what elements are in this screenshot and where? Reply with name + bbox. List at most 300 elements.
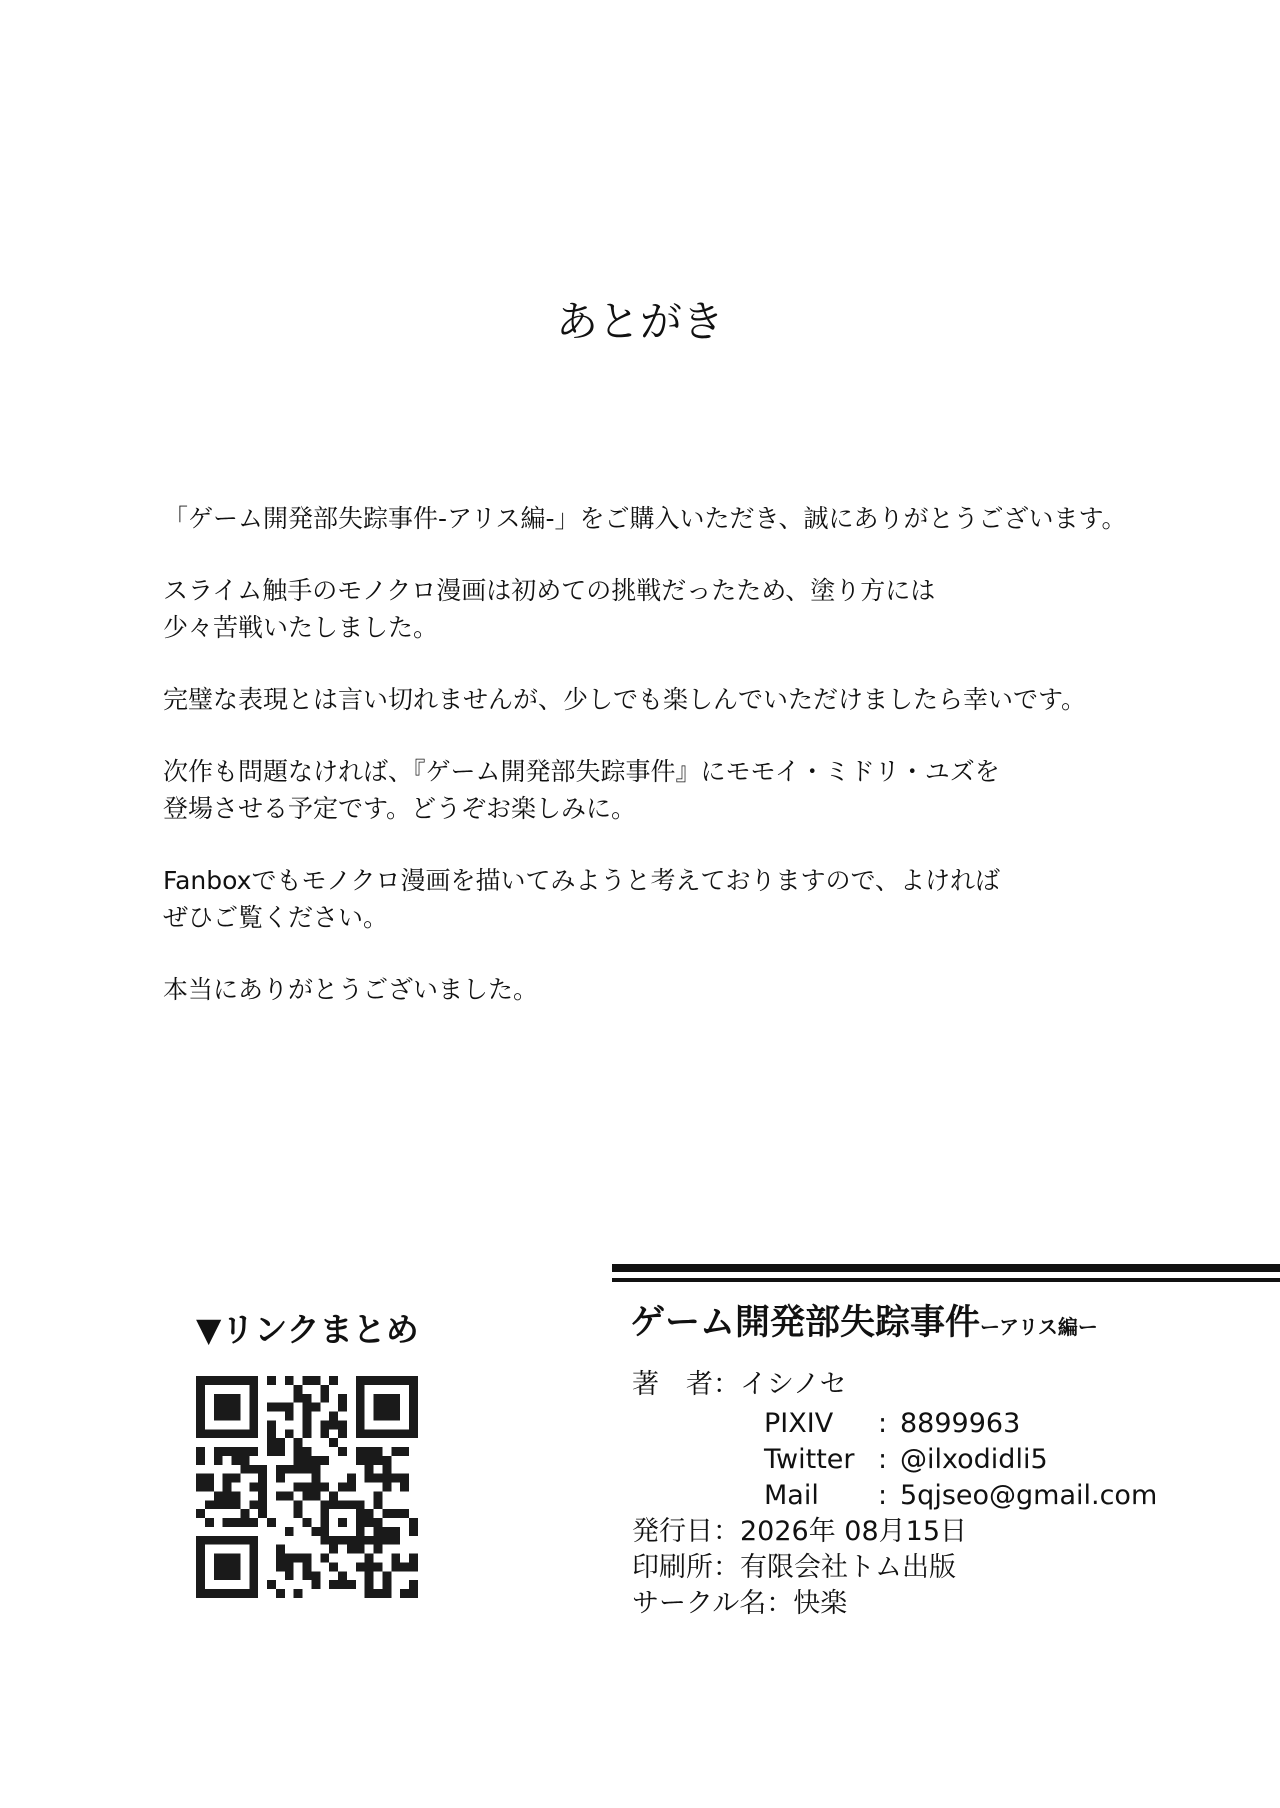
contact-separator: : (878, 1480, 888, 1511)
qr-module (223, 1412, 232, 1421)
qr-module (391, 1536, 400, 1545)
qr-module (232, 1447, 241, 1456)
book-title-sub: ーアリス編ー (980, 1315, 1098, 1339)
qr-module (338, 1429, 347, 1438)
qr-module (320, 1554, 329, 1563)
qr-module (294, 1447, 303, 1456)
qr-module (303, 1562, 312, 1571)
qr-module (320, 1456, 329, 1465)
qr-module (329, 1491, 338, 1500)
qr-module (249, 1394, 258, 1403)
qr-module (232, 1562, 241, 1571)
qr-module (205, 1483, 214, 1492)
qr-module (294, 1456, 303, 1465)
qr-module (356, 1403, 365, 1412)
circle-separator: ： (766, 1588, 794, 1619)
qr-module (391, 1474, 400, 1483)
qr-module (249, 1545, 258, 1554)
book-title-main: ゲーム開発部失踪事件 (630, 1303, 981, 1343)
qr-module (409, 1420, 418, 1429)
qr-module (329, 1376, 338, 1385)
qr-module (409, 1403, 418, 1412)
printer-label: 印刷所 (632, 1552, 713, 1583)
qr-module (223, 1518, 232, 1527)
qr-module (267, 1376, 276, 1385)
qr-module (276, 1562, 285, 1571)
qr-module (223, 1554, 232, 1563)
qr-module (214, 1500, 223, 1509)
qr-module (267, 1580, 276, 1589)
qr-module (214, 1491, 223, 1500)
qr-module (276, 1465, 285, 1474)
qr-module (240, 1589, 249, 1598)
qr-module (196, 1385, 205, 1394)
qr-module (311, 1483, 320, 1492)
qr-module (311, 1456, 320, 1465)
qr-module (196, 1403, 205, 1412)
qr-module (320, 1429, 329, 1438)
circle-row (632, 1586, 847, 1622)
qr-module (320, 1420, 329, 1429)
qr-module (249, 1403, 258, 1412)
qr-module (409, 1376, 418, 1385)
qr-module (214, 1447, 223, 1456)
qr-module (365, 1456, 374, 1465)
author-separator: ： (713, 1369, 740, 1400)
qr-module (365, 1589, 374, 1598)
author-value: イシノセ (740, 1369, 847, 1400)
qr-module (382, 1483, 391, 1492)
qr-module (249, 1420, 258, 1429)
afterword-paragraph (163, 572, 1263, 646)
circle-value: 快楽 (793, 1588, 848, 1619)
qr-module (338, 1518, 347, 1527)
qr-module (214, 1562, 223, 1571)
qr-module (382, 1580, 391, 1589)
qr-module (267, 1429, 276, 1438)
qr-module (276, 1554, 285, 1563)
qr-module (303, 1429, 312, 1438)
qr-module (232, 1554, 241, 1563)
qr-module (285, 1465, 294, 1474)
qr-module (382, 1536, 391, 1545)
qr-module (294, 1483, 303, 1492)
afterword-line: 「ゲーム開発部失踪事件-アリス編-」をご購入いただき、誠にありがとうございます。 (163, 504, 1127, 533)
qr-module (365, 1429, 374, 1438)
qr-module (320, 1527, 329, 1536)
afterword-paragraph (163, 971, 1263, 1008)
qr-module (356, 1562, 365, 1571)
afterword-body (163, 500, 1263, 1043)
qr-module (365, 1465, 374, 1474)
qr-module (311, 1403, 320, 1412)
qr-module (365, 1580, 374, 1589)
contact-value: 8899963 (900, 1408, 1021, 1439)
qr-module (320, 1518, 329, 1527)
qr-module (249, 1562, 258, 1571)
contact-separator: : (878, 1408, 888, 1439)
qr-module (356, 1447, 365, 1456)
qr-module (311, 1571, 320, 1580)
qr-module (303, 1483, 312, 1492)
qr-module (311, 1465, 320, 1474)
qr-module (329, 1420, 338, 1429)
qr-module (232, 1500, 241, 1509)
qr-module (196, 1483, 205, 1492)
qr-module (196, 1509, 205, 1518)
qr-module (223, 1491, 232, 1500)
qr-module (276, 1589, 285, 1598)
qr-module (347, 1545, 356, 1554)
qr-module (365, 1562, 374, 1571)
qr-module (267, 1518, 276, 1527)
qr-module (232, 1589, 241, 1598)
qr-module (285, 1571, 294, 1580)
qr-module (400, 1474, 409, 1483)
qr-module (294, 1438, 303, 1447)
colophon-rule-thin (612, 1278, 1280, 1282)
qr-module (409, 1394, 418, 1403)
qr-module (214, 1536, 223, 1545)
qr-module (285, 1376, 294, 1385)
qr-module (303, 1465, 312, 1474)
qr-module (320, 1500, 329, 1509)
qr-module (311, 1580, 320, 1589)
qr-module (214, 1376, 223, 1385)
qr-module (356, 1376, 365, 1385)
qr-module (294, 1394, 303, 1403)
qr-module (391, 1376, 400, 1385)
qr-module (329, 1545, 338, 1554)
qr-module (409, 1518, 418, 1527)
qr-module (374, 1429, 383, 1438)
qr-module (382, 1527, 391, 1536)
qr-module (303, 1447, 312, 1456)
qr-module (409, 1412, 418, 1421)
qr-module (267, 1403, 276, 1412)
afterword-line: 本当にありがとうございました。 (163, 975, 539, 1004)
qr-module (409, 1554, 418, 1563)
qr-module (276, 1491, 285, 1500)
contact-label: Twitter (764, 1444, 855, 1475)
qr-module (249, 1483, 258, 1492)
qr-module (249, 1429, 258, 1438)
qr-module (382, 1571, 391, 1580)
printer-row (632, 1550, 956, 1586)
qr-module (356, 1429, 365, 1438)
qr-module (391, 1412, 400, 1421)
qr-module (214, 1456, 223, 1465)
printer-separator: ： (713, 1552, 740, 1583)
qr-module (223, 1403, 232, 1412)
qr-module (374, 1394, 383, 1403)
qr-module (285, 1429, 294, 1438)
qr-module (276, 1447, 285, 1456)
qr-module (294, 1589, 303, 1598)
qr-module (294, 1500, 303, 1509)
qr-module (382, 1589, 391, 1598)
qr-module (214, 1554, 223, 1563)
qr-module (205, 1518, 214, 1527)
qr-module (347, 1580, 356, 1589)
afterword-paragraph (163, 500, 1263, 537)
qr-module (249, 1412, 258, 1421)
qr-module (285, 1527, 294, 1536)
qr-module (223, 1447, 232, 1456)
qr-module (374, 1545, 383, 1554)
qr-module (232, 1456, 241, 1465)
qr-module (365, 1376, 374, 1385)
afterword-paragraph (163, 862, 1263, 936)
qr-module (223, 1483, 232, 1492)
qr-module (249, 1554, 258, 1563)
qr-module (365, 1474, 374, 1483)
qr-module (400, 1589, 409, 1598)
qr-module (320, 1509, 329, 1518)
qr-module (338, 1483, 347, 1492)
qr-module (365, 1571, 374, 1580)
afterword-paragraph (163, 681, 1263, 718)
qr-module (285, 1412, 294, 1421)
qr-module (356, 1527, 365, 1536)
book-title (630, 1298, 1098, 1348)
qr-module (294, 1554, 303, 1563)
qr-module (303, 1420, 312, 1429)
qr-module (320, 1385, 329, 1394)
qr-module (391, 1447, 400, 1456)
qr-module (329, 1580, 338, 1589)
author-row (632, 1367, 847, 1403)
qr-module (374, 1536, 383, 1545)
qr-module (374, 1412, 383, 1421)
qr-module (196, 1536, 205, 1545)
qr-module (223, 1429, 232, 1438)
qr-module (365, 1518, 374, 1527)
qr-module (338, 1536, 347, 1545)
qr-module (391, 1403, 400, 1412)
qr-module (338, 1447, 347, 1456)
qr-module (356, 1545, 365, 1554)
qr-module (374, 1491, 383, 1500)
qr-code-icon[interactable] (196, 1376, 418, 1598)
qr-module (374, 1527, 383, 1536)
qr-module (223, 1474, 232, 1483)
qr-module (258, 1474, 267, 1483)
qr-module (267, 1447, 276, 1456)
qr-module (320, 1394, 329, 1403)
qr-module (347, 1483, 356, 1492)
qr-module (240, 1447, 249, 1456)
qr-module (391, 1554, 400, 1563)
qr-module (258, 1509, 267, 1518)
qr-module (196, 1580, 205, 1589)
qr-module (400, 1376, 409, 1385)
qr-module (214, 1589, 223, 1598)
qr-module (294, 1385, 303, 1394)
qr-module (382, 1376, 391, 1385)
qr-module (249, 1500, 258, 1509)
qr-module (356, 1500, 365, 1509)
qr-module (240, 1518, 249, 1527)
qr-module (409, 1589, 418, 1598)
qr-module (249, 1518, 258, 1527)
qr-module (249, 1385, 258, 1394)
afterword-line: 登場させる予定です。どうぞお楽しみに。 (163, 794, 637, 823)
qr-module (232, 1412, 241, 1421)
qr-module (303, 1403, 312, 1412)
qr-module (232, 1491, 241, 1500)
qr-module (320, 1536, 329, 1545)
afterword-line: ぜひご覧ください。 (163, 903, 389, 932)
qr-module (303, 1571, 312, 1580)
qr-module (382, 1429, 391, 1438)
qr-module (303, 1376, 312, 1385)
qr-module (240, 1429, 249, 1438)
qr-module (214, 1412, 223, 1421)
qr-module (196, 1589, 205, 1598)
qr-module (232, 1394, 241, 1403)
qr-module (382, 1456, 391, 1465)
qr-module (400, 1509, 409, 1518)
qr-module (196, 1394, 205, 1403)
qr-module (374, 1403, 383, 1412)
qr-module (400, 1429, 409, 1438)
qr-module (374, 1474, 383, 1483)
qr-module (205, 1500, 214, 1509)
qr-module (205, 1536, 214, 1545)
qr-module (356, 1412, 365, 1421)
qr-module (276, 1474, 285, 1483)
qr-module (249, 1376, 258, 1385)
issue-date-value: 2026年 08月15日 (740, 1516, 968, 1547)
qr-module (196, 1447, 205, 1456)
qr-module (240, 1456, 249, 1465)
qr-module (232, 1571, 241, 1580)
qr-module (347, 1500, 356, 1509)
circle-label: サークル名 (632, 1588, 767, 1619)
qr-module (303, 1412, 312, 1421)
qr-module (391, 1394, 400, 1403)
qr-module (276, 1438, 285, 1447)
qr-module (356, 1536, 365, 1545)
qr-module (382, 1403, 391, 1412)
qr-module (240, 1376, 249, 1385)
qr-module (196, 1545, 205, 1554)
qr-module (285, 1491, 294, 1500)
qr-module (232, 1429, 241, 1438)
qr-module (249, 1465, 258, 1474)
qr-module (196, 1571, 205, 1580)
afterword-title: あとがき (555, 297, 724, 346)
qr-module (267, 1438, 276, 1447)
qr-module (205, 1474, 214, 1483)
qr-module (409, 1562, 418, 1571)
qr-module (294, 1509, 303, 1518)
contact-label: PIXIV (764, 1408, 834, 1439)
qr-module (329, 1562, 338, 1571)
qr-module (240, 1465, 249, 1474)
qr-module (196, 1420, 205, 1429)
qr-module (329, 1536, 338, 1545)
qr-module (374, 1456, 383, 1465)
afterword-line: Fanboxでもモノクロ漫画を描いてみようと考えておりますので、よければ (163, 866, 1000, 895)
qr-module (303, 1394, 312, 1403)
qr-module (214, 1429, 223, 1438)
qr-module (232, 1474, 241, 1483)
qr-module (303, 1491, 312, 1500)
qr-module (196, 1554, 205, 1563)
qr-module (214, 1571, 223, 1580)
afterword-line: スライム触手のモノクロ漫画は初めての挑戦だったため、塗り方には (163, 576, 936, 605)
qr-module (382, 1474, 391, 1483)
qr-module (223, 1394, 232, 1403)
qr-module (374, 1562, 383, 1571)
qr-module (338, 1571, 347, 1580)
qr-module (196, 1474, 205, 1483)
qr-module (356, 1385, 365, 1394)
qr-module (320, 1483, 329, 1492)
qr-module (311, 1376, 320, 1385)
issue-date-label: 発行日 (632, 1516, 713, 1547)
qr-module (391, 1429, 400, 1438)
qr-module (347, 1536, 356, 1545)
qr-module (391, 1509, 400, 1518)
afterword-paragraph (163, 753, 1263, 827)
qr-module (365, 1554, 374, 1563)
qr-module (374, 1500, 383, 1509)
qr-module (303, 1518, 312, 1527)
qr-module (311, 1527, 320, 1536)
afterword-line: 次作も問題なければ、『ゲーム開発部失踪事件』にモモイ・ミドリ・ユズを (163, 757, 1000, 786)
qr-module (249, 1571, 258, 1580)
qr-module (249, 1536, 258, 1545)
qr-module (374, 1589, 383, 1598)
afterword-line: 少々苦戦いたしました。 (163, 613, 439, 642)
qr-module (382, 1509, 391, 1518)
qr-module (409, 1429, 418, 1438)
qr-module (232, 1376, 241, 1385)
qr-module (196, 1562, 205, 1571)
qr-module (205, 1429, 214, 1438)
contact-separator: : (878, 1444, 888, 1475)
qr-module (391, 1562, 400, 1571)
qr-module (240, 1509, 249, 1518)
qr-module (196, 1412, 205, 1421)
qr-module (196, 1376, 205, 1385)
qr-module (338, 1580, 347, 1589)
author-label: 著 者 (632, 1369, 713, 1400)
qr-module (365, 1509, 374, 1518)
qr-module (249, 1589, 258, 1598)
qr-module (409, 1385, 418, 1394)
qr-module (338, 1420, 347, 1429)
qr-module (205, 1376, 214, 1385)
qr-module (249, 1447, 258, 1456)
qr-module (329, 1412, 338, 1421)
qr-module (374, 1376, 383, 1385)
qr-module (382, 1394, 391, 1403)
qr-module (347, 1474, 356, 1483)
qr-module (214, 1394, 223, 1403)
qr-module (356, 1420, 365, 1429)
qr-module (276, 1545, 285, 1554)
qr-module (249, 1580, 258, 1589)
qr-module (223, 1376, 232, 1385)
qr-module (338, 1394, 347, 1403)
qr-module (285, 1403, 294, 1412)
qr-module (409, 1580, 418, 1589)
issue-date-row (632, 1514, 967, 1550)
